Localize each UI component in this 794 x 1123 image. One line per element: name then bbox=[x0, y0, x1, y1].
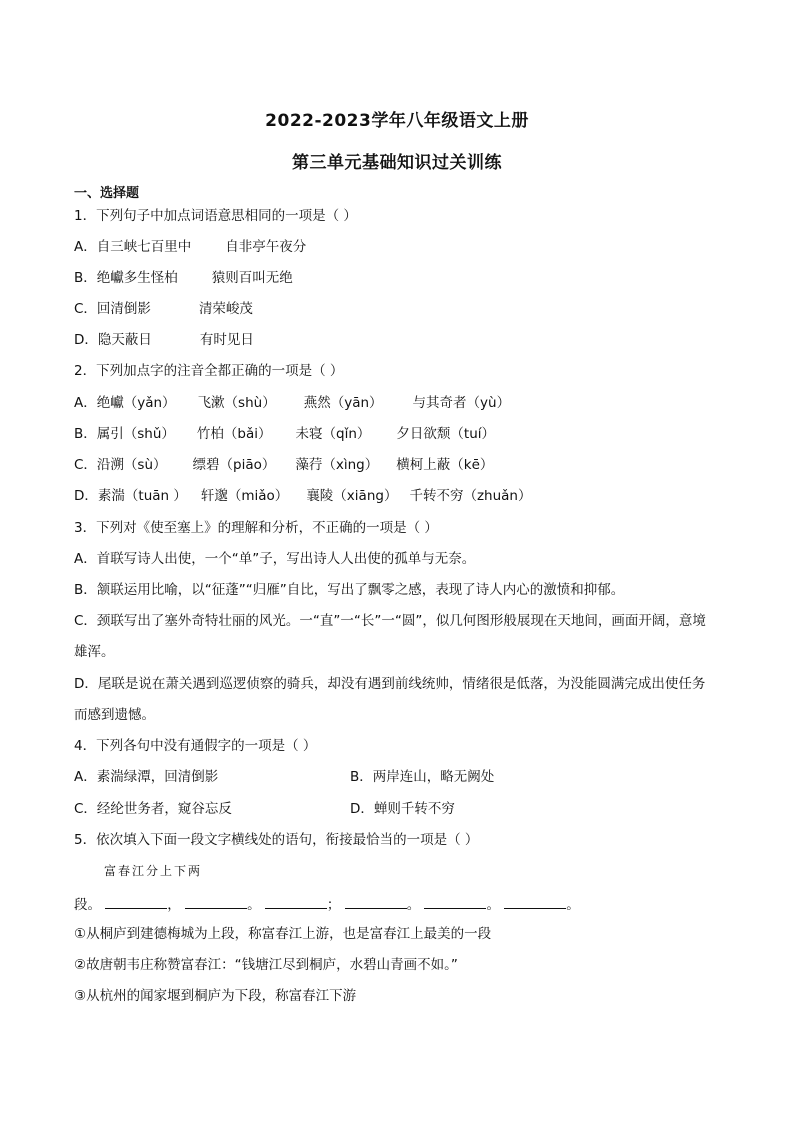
q4-stem: 4．下列各句中没有通假字的一项是（ ） bbox=[74, 738, 317, 754]
q1-option-c: C．回清倒影 清荣峻茂 bbox=[74, 301, 253, 317]
q3-option-d-line1: D．尾联是说在萧关遇到巡逻侦察的骑兵，却没有遇到前线统帅，情绪很是低落，为没能圆满完成出使任务 bbox=[74, 676, 706, 692]
q3-option-c-line1: C．颈联写出了塞外奇特壮丽的风光。一“直”一“长”一“圆”，似几何图形般展现在天地间，画面开阔，意境 bbox=[74, 613, 706, 629]
blank-3[interactable] bbox=[265, 896, 327, 909]
q2-stem: 2．下列加点字的注音全都正确的一项是（ ） bbox=[74, 363, 344, 379]
q3-option-d-line2: 而感到遗憾。 bbox=[74, 707, 155, 723]
q1-option-d: D．隐天蔽日 有时见日 bbox=[74, 332, 254, 348]
q3-option-b: B．颔联运用比喻，以“征蓬”“归雁”自比，写出了飘零之感，表现了诗人内心的激愤和抑郁。 bbox=[74, 582, 625, 598]
q4-option-c: C．经纶世务者，窥谷忘反 bbox=[74, 801, 232, 817]
blank-6[interactable] bbox=[504, 896, 566, 909]
q5-passage-title: 富春江分上下两 bbox=[104, 864, 203, 878]
q5-fill-blanks: 段。 ， 。 ； 。 。 。 bbox=[74, 897, 580, 913]
q2-option-d: D．素湍（tuān ） 轩邈（miǎo） 襄陵（xiāng） 千转不穷（zhuǎn） bbox=[74, 488, 532, 504]
q5-sentence-1: ①从桐庐到建德梅城为上段，称富春江上游，也是富春江上最美的一段 bbox=[74, 926, 492, 942]
page-title: 2022-2023学年八年级语文上册 bbox=[265, 111, 529, 131]
q1-stem: 1．下列句子中加点词语意思相同的一项是（ ） bbox=[74, 208, 357, 224]
q3-option-c-line2: 雄浑。 bbox=[74, 644, 115, 660]
q2-option-b: B．属引（shǔ） 竹柏（bǎi） 未寝（qǐn） 夕日欲颓（tuí） bbox=[74, 426, 496, 442]
q2-option-c: C．沿溯（sù） 缥碧（piāo） 藻荇（xìng） 横柯上蔽（kē） bbox=[74, 457, 494, 473]
q4-option-a: A．素湍绿潭，回清倒影 bbox=[74, 769, 219, 785]
q4-option-b: B．两岸连山，略无阙处 bbox=[350, 769, 495, 785]
blank-4[interactable] bbox=[345, 896, 407, 909]
q4-option-d: D．蝉则千转不穷 bbox=[350, 801, 455, 817]
q2-option-a: A．绝巘（yǎn） 飞漱（shù） 燕然（yān） 与其奇者（yù） bbox=[74, 395, 511, 411]
q5-sentence-3: ③从杭州的闻家堰到桐庐为下段，称富春江下游 bbox=[74, 988, 357, 1004]
blank-2[interactable] bbox=[185, 896, 247, 909]
blank-1[interactable] bbox=[105, 896, 167, 909]
q1-option-b: B．绝巘多生怪柏 猿则百叫无绝 bbox=[74, 270, 293, 286]
q5-sentence-2: ②故唐朝韦庄称赞富春江：“钱塘江尽到桐庐，水碧山青画不如。” bbox=[74, 957, 458, 973]
blank-5[interactable] bbox=[424, 896, 486, 909]
q5-stem: 5．依次填入下面一段文字横线处的语句，衔接最恰当的一项是（ ） bbox=[74, 832, 479, 848]
section-heading: 一、选择题 bbox=[74, 186, 140, 201]
q3-option-a: A．首联写诗人出使，一个“单”子，写出诗人人出使的孤单与无奈。 bbox=[74, 551, 476, 567]
q1-option-a: A．自三峡七百里中 自非亭午夜分 bbox=[74, 239, 307, 255]
q3-stem: 3．下列对《使至塞上》的理解和分析，不正确的一项是（ ） bbox=[74, 520, 438, 536]
page-subtitle: 第三单元基础知识过关训练 bbox=[292, 153, 502, 173]
